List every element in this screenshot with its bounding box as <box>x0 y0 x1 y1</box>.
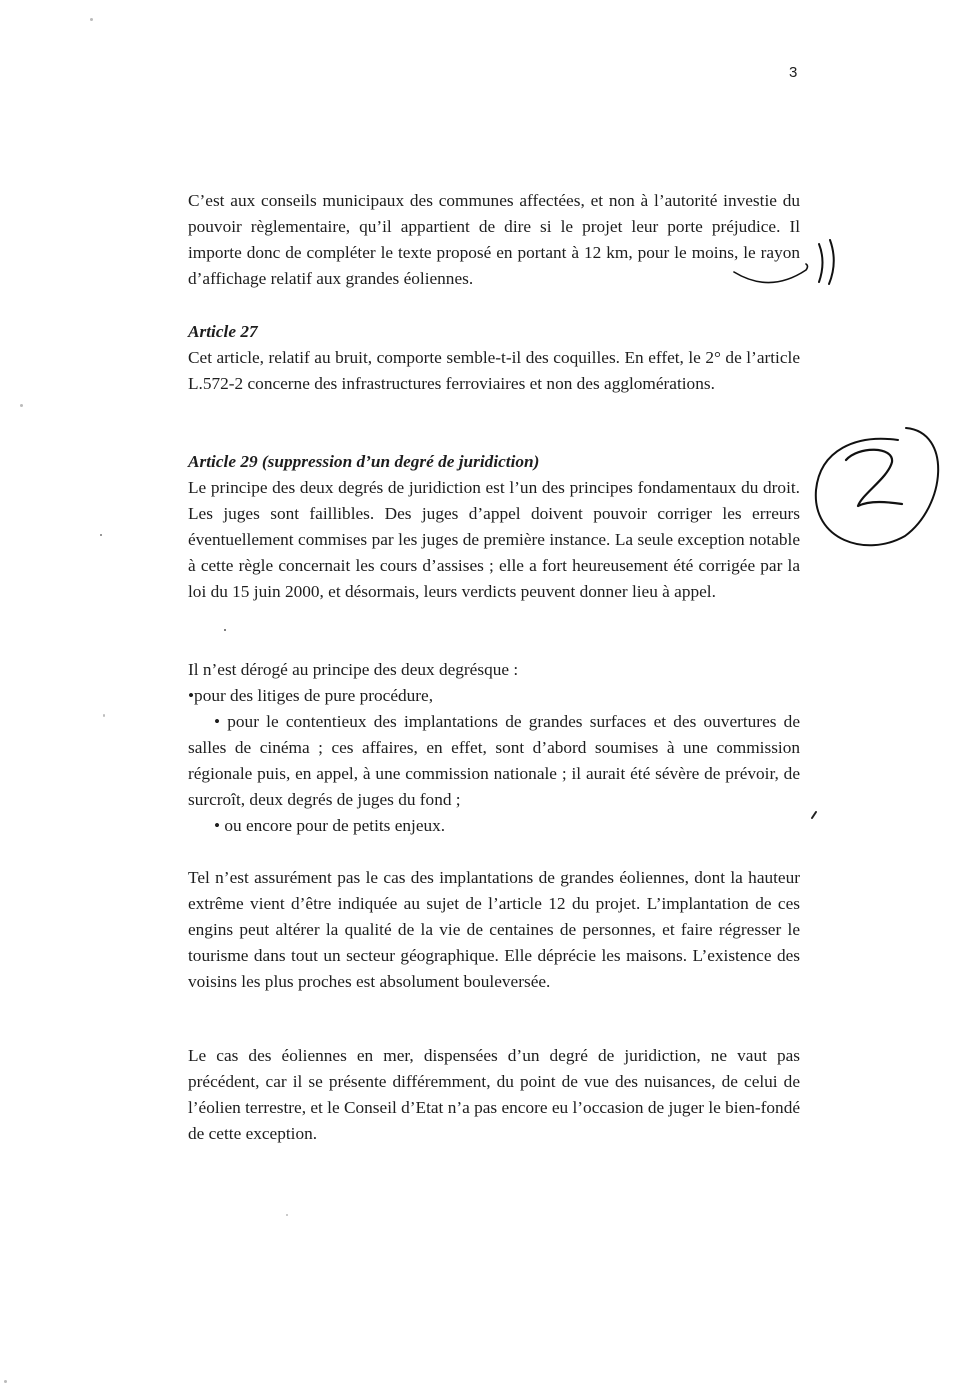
pen-stroke-mark <box>812 812 816 818</box>
article-29-heading: Article 29 (suppression d’un degré de juridiction) <box>188 452 540 471</box>
bullet-item-procedure: •pour des litiges de pure procédure, <box>188 686 434 705</box>
circle-mark <box>816 428 938 545</box>
intro-text: C’est aux conseils municipaux des communes affectées, et non à l’autorité investie du pouvoir règlementaire, qu’il appartient de dire si le projet leur porte préjudice. Il importe donc de compléter le texte proposé en portant à 12 km, pour le moins, le rayon d’affichage relatif aux grandes éoliennes. <box>188 191 800 288</box>
article-27-text: Cet article, relatif au bruit, comporte semble-t-il des coquilles. En effet, le 2° de l’article L.572-2 concerne des infrastructures ferroviaires et non des agglomérations. <box>188 348 800 393</box>
scan-speck <box>103 714 105 717</box>
article-29-paragraph-3-text: Le cas des éoliennes en mer, dispensées d’un degré de juridiction, ne vaut pas précédent, car il se présente différemment, du point de vue des nuisances, de celui de l’éolien terrestre, et le Conseil d’Etat n’a pas encore eu l’occasion de juger le bien-fondé de cette exception. <box>188 1046 800 1143</box>
scan-speck <box>224 629 226 631</box>
handwritten-two-glyph <box>846 450 902 506</box>
scan-speck <box>4 1380 7 1383</box>
article-29-paragraph-1: Le principe des deux degrés de juridiction est l’un des principes fondamentaux du droit. Les juges sont faillibles. Des juges d’appel doivent pouvoir corriger les erreurs éventuellement commises par les juges de première instance. La seule exception notable à cette règle concernait les cours d’assises ; elle a fort heureusement été corrigée par la loi du 15 juin 2000, et désormais, leurs verdicts peuvent donner lieu à appel. <box>188 478 800 601</box>
scan-speck <box>90 18 93 21</box>
scan-speck <box>100 534 102 536</box>
scan-speck <box>20 404 23 407</box>
underline-mark <box>734 264 808 283</box>
bullet-item-commerce: • pour le contentieux des implantations de grandes surfaces et des ouvertures de salles de cinéma ; ces affaires, en effet, sont d’abord soumises à une commission régionale puis, en appel, à une commission nationale ; il aurait été sévère de prévoir, de surcroît, deux degrés de juges du fond ; <box>188 712 800 809</box>
derogation-intro: Il n’est dérogé au principe des deux degrésque : <box>188 660 519 679</box>
article-27-heading: Article 27 <box>188 322 258 341</box>
margin-bracket-mark <box>819 244 823 282</box>
article-29-paragraph-2-text: Tel n’est assurément pas le cas des implantations de grandes éoliennes, dont la hauteur extrême vient d’être indiquée au sujet de l’article 12 du projet. L’implantation de ces engins peut altérer la qualité de la vie de centaines de personnes, et faire régresser le tourisme dans tout un secteur géographique. Elle déprécie les maisons. L’existence des voisins les plus proches est absolument bouleversée. <box>188 868 800 991</box>
page-number: 3 <box>789 64 798 81</box>
margin-bracket-mark-2 <box>829 240 834 284</box>
bullet-item-small-stakes: • ou encore pour de petits enjeux. <box>214 816 446 835</box>
scan-speck <box>286 1214 288 1216</box>
